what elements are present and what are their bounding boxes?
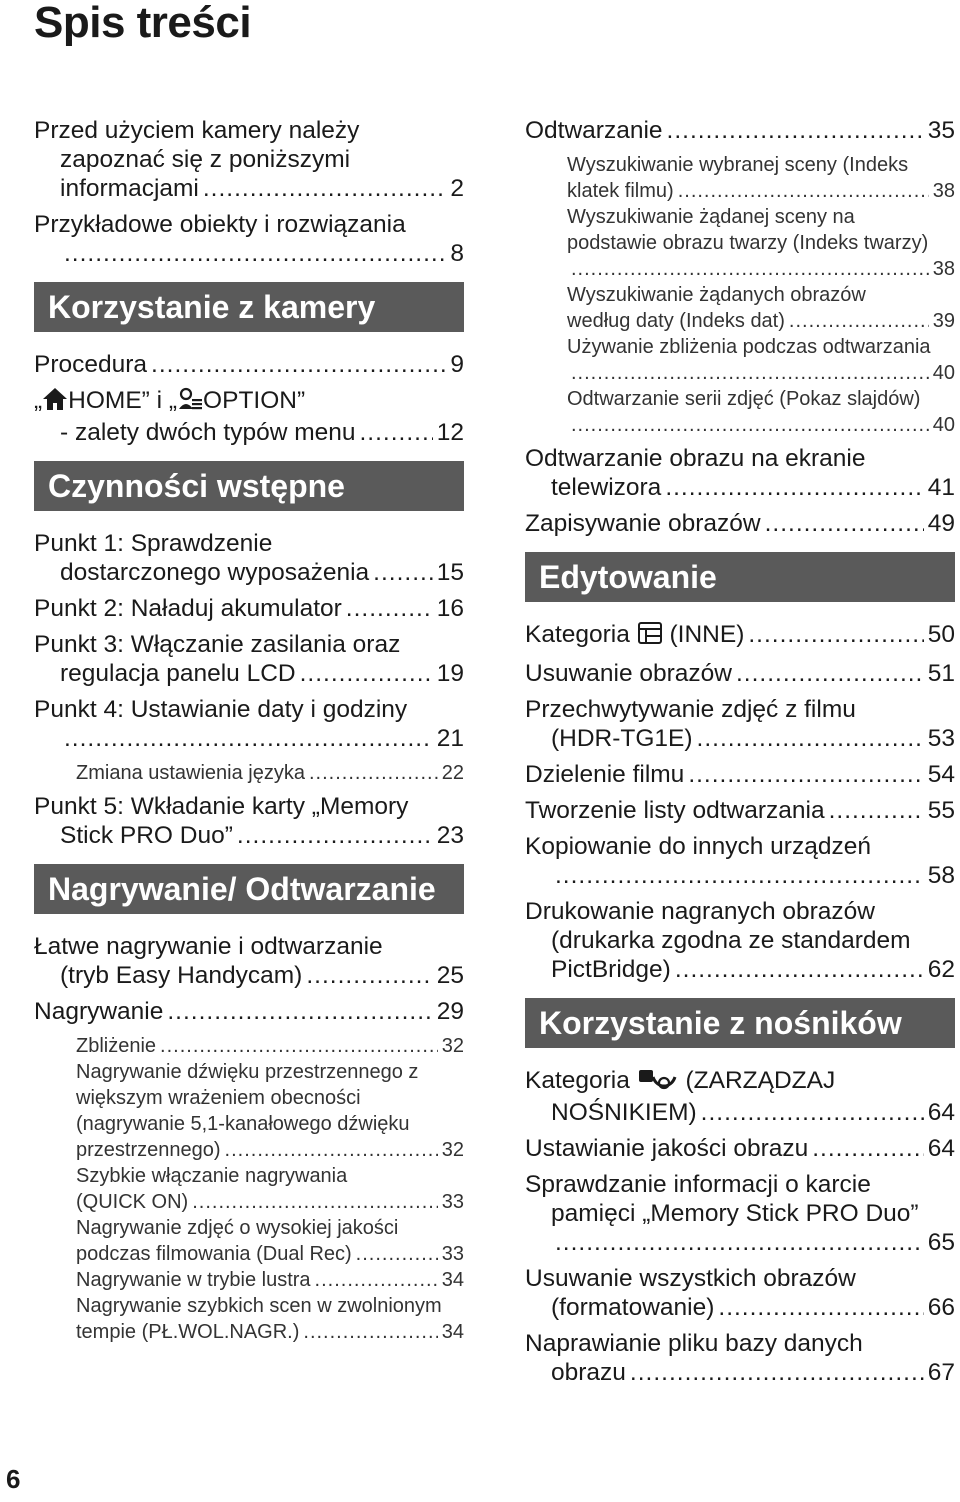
toc-entry[interactable] [34, 594, 464, 623]
entry-text: według daty (Indeks dat) [567, 310, 785, 332]
toc-subentry[interactable] [567, 282, 955, 334]
entry-text: podstawie obrazu twarzy (Indeks twarzy) [567, 232, 929, 254]
entry-text: - zalety dwóch typów menu [60, 419, 356, 446]
page-ref: 23 [436, 822, 464, 849]
page-number: 6 [6, 1464, 21, 1494]
leader-dots [237, 821, 433, 850]
page-ref: 50 [927, 621, 955, 648]
leader-dots [160, 1033, 438, 1059]
toc-entry[interactable] [525, 444, 955, 502]
page-ref: 66 [927, 1294, 955, 1321]
entry-text: Przed użyciem kamery należy [34, 117, 360, 144]
toc-entry[interactable] [34, 792, 464, 850]
leader-dots [812, 1134, 923, 1163]
toc-entry[interactable] [525, 509, 955, 538]
section-heading: Czynności wstępne [34, 461, 464, 511]
entry-text: (drukarka zgodna ze standardem [551, 927, 911, 954]
toc-entry[interactable] [525, 1066, 955, 1127]
entry-text: Drukowanie nagranych obrazów [525, 898, 875, 925]
entry-text: zapoznać się z poniższymi [60, 146, 351, 173]
leader-dots [373, 558, 433, 587]
page-ref: 39 [932, 310, 955, 332]
entry-text: Punkt 5: Wkładanie karty „Memory [34, 793, 409, 820]
page-ref: 49 [927, 510, 955, 537]
entry-text: NOŚNIKIEM) [551, 1099, 697, 1126]
entry-text: informacjami [60, 175, 199, 202]
toc-subentry[interactable] [76, 1033, 464, 1059]
entry-text: Usuwanie wszystkich obrazów [525, 1265, 856, 1292]
leader-dots [306, 961, 432, 990]
entry-text: Nagrywanie dźwięku przestrzennego z [76, 1061, 419, 1083]
toc-left-column [34, 116, 464, 1345]
section-heading: Edytowanie [525, 552, 955, 602]
entry-text: Kopiowanie do innych urządzeń [525, 833, 871, 860]
leader-dots [167, 997, 432, 1026]
entry-text: większym wrażeniem obecności [76, 1087, 361, 1109]
toc-entry[interactable] [34, 210, 464, 268]
toc-entry[interactable] [525, 832, 955, 890]
page-ref: 19 [436, 660, 464, 687]
entry-text: Punkt 4: Ustawianie daty i godziny [34, 696, 408, 723]
leader-dots [630, 1358, 924, 1387]
leader-dots [571, 360, 929, 386]
leader-dots [667, 116, 924, 145]
entry-text: Punkt 3: Włączanie zasilania oraz [34, 631, 401, 658]
toc-subentry[interactable] [567, 386, 955, 438]
entry-text: Stick PRO Duo” [60, 822, 233, 849]
leader-dots [151, 350, 446, 379]
page-ref: 12 [436, 419, 464, 446]
entry-text: Sprawdzanie informacji o karcie [525, 1171, 871, 1198]
leader-dots [736, 659, 924, 688]
entry-text: Nagrywanie [34, 998, 164, 1025]
entry-text: „ HOME” i „ OPTION” [34, 387, 305, 414]
toc-subentry[interactable] [76, 1293, 464, 1345]
entry-text: Szybkie włączanie nagrywania [76, 1165, 348, 1187]
page-ref: 22 [441, 762, 464, 784]
leader-dots [688, 760, 923, 789]
leader-dots [555, 861, 924, 890]
leader-dots [718, 1293, 923, 1322]
page-ref: 55 [927, 797, 955, 824]
page-ref: 41 [927, 474, 955, 501]
leader-dots [64, 239, 446, 268]
toc-subentry[interactable] [76, 1059, 464, 1163]
entry-text: PictBridge) [551, 956, 671, 983]
toc-subentry[interactable] [76, 1267, 464, 1293]
entry-text: (HDR-TG1E) [551, 725, 693, 752]
page-ref: 25 [436, 962, 464, 989]
entry-text: Wyszukiwanie wybranej sceny (Indeks [567, 154, 909, 176]
entry-text: Wyszukiwanie żądanej sceny na [567, 206, 855, 228]
toc-entry[interactable] [34, 997, 464, 1026]
leader-dots [300, 659, 433, 688]
toc-entry[interactable] [525, 1134, 955, 1163]
entry-text: Zmiana ustawienia języka [76, 762, 305, 784]
leader-dots [203, 174, 446, 203]
page-ref: 33 [441, 1191, 464, 1213]
leader-dots [789, 308, 929, 334]
toc-entry[interactable] [525, 620, 955, 652]
leader-dots [571, 256, 929, 282]
page-ref: 53 [927, 725, 955, 752]
page-ref: 64 [927, 1135, 955, 1162]
toc-entry[interactable] [34, 529, 464, 587]
leader-dots [697, 724, 924, 753]
toc-subentry[interactable] [567, 334, 955, 386]
entry-text: (nagrywanie 5,1-kanałowego dźwięku [76, 1113, 410, 1135]
page-ref: 32 [441, 1139, 464, 1161]
page-ref: 38 [932, 258, 955, 280]
page-ref: 51 [927, 660, 955, 687]
entry-text: Nagrywanie szybkich scen w zwolnionym [76, 1295, 442, 1317]
toc-entry[interactable] [525, 1329, 955, 1387]
entry-text: (QUICK ON) [76, 1191, 189, 1213]
toc-subentry[interactable] [76, 1215, 464, 1267]
page-ref: 33 [441, 1243, 464, 1265]
entry-text: Dzielenie filmu [525, 761, 685, 788]
option-icon [177, 387, 203, 418]
leader-dots [356, 1241, 438, 1267]
page-ref: 8 [450, 240, 464, 267]
page-ref: 58 [927, 862, 955, 889]
toc-subentry[interactable] [567, 204, 955, 282]
entry-text: Tworzenie listy odtwarzania [525, 797, 825, 824]
page-ref: 40 [932, 414, 955, 436]
entry-text: Przechwytywanie zdjęć z filmu [525, 696, 856, 723]
page-ref: 34 [441, 1269, 464, 1291]
page-ref: 67 [927, 1359, 955, 1386]
page-ref: 65 [927, 1229, 955, 1256]
entry-text: Odtwarzanie [525, 117, 663, 144]
entry-text: Łatwe nagrywanie i odtwarzanie [34, 933, 383, 960]
leader-dots [225, 1137, 438, 1163]
entry-text: Używanie zbliżenia podczas odtwarzania [567, 336, 931, 358]
leader-dots [346, 594, 433, 623]
entry-text: klatek filmu) [567, 180, 674, 202]
entry-text: podczas filmowania (Dual Rec) [76, 1243, 352, 1265]
leader-dots [765, 509, 924, 538]
entry-text: przestrzennego) [76, 1139, 221, 1161]
leader-dots [192, 1189, 438, 1215]
entry-text: Usuwanie obrazów [525, 660, 732, 687]
toc-entry[interactable] [525, 760, 955, 789]
page-ref: 35 [927, 117, 955, 144]
entry-text: (tryb Easy Handycam) [60, 962, 303, 989]
entry-text: Wyszukiwanie żądanych obrazów [567, 284, 866, 306]
leader-dots [315, 1267, 438, 1293]
entry-text: Naprawianie pliku bazy danych [525, 1330, 863, 1357]
leader-dots [701, 1098, 924, 1127]
entry-text: Ustawianie jakości obrazu [525, 1135, 809, 1162]
toc-right-column [525, 116, 955, 1394]
page-ref: 32 [441, 1035, 464, 1057]
entry-text: Odtwarzanie obrazu na ekranie [525, 445, 866, 472]
section-heading: Nagrywanie/ Odtwarzanie [34, 864, 464, 914]
leader-dots [665, 473, 923, 502]
page-ref: 2 [450, 175, 464, 202]
toc-entry[interactable] [525, 659, 955, 688]
entry-text: pamięci „Memory Stick PRO Duo” [551, 1200, 919, 1227]
manage-media-icon [637, 1067, 679, 1098]
toc-subentry[interactable] [567, 152, 955, 204]
entry-text: Procedura [34, 351, 148, 378]
toc-entry[interactable] [525, 695, 955, 753]
page-ref: 15 [436, 559, 464, 586]
entry-text: telewizora [551, 474, 662, 501]
entry-text: Zbliżenie [76, 1035, 157, 1057]
entry-text: Nagrywanie w trybie lustra [76, 1269, 311, 1291]
leader-dots [555, 1228, 924, 1257]
entry-text: Punkt 1: Sprawdzenie [34, 530, 273, 557]
entry-text: Punkt 2: Naładuj akumulator [34, 595, 342, 622]
entry-text: tempie (PŁ.WOL.NAGR.) [76, 1321, 300, 1343]
toc-subentry[interactable] [76, 760, 464, 786]
entry-text: Kategoria (ZARZĄDZAJ [525, 1067, 835, 1094]
entry-text: Nagrywanie zdjęć o wysokiej jakości [76, 1217, 399, 1239]
leader-dots [829, 796, 924, 825]
entry-text: Odtwarzanie serii zdjęć (Pokaz slajdów) [567, 388, 921, 410]
leader-dots [678, 178, 929, 204]
leader-dots [571, 412, 929, 438]
leader-dots [309, 760, 438, 786]
toc-entry[interactable] [525, 1170, 955, 1257]
toc-entry[interactable] [34, 932, 464, 990]
entry-text: regulacja panelu LCD [60, 660, 296, 687]
section-heading: Korzystanie z nośników [525, 998, 955, 1048]
entry-text: dostarczonego wyposażenia [60, 559, 370, 586]
page-ref: 40 [932, 362, 955, 384]
other-category-icon [637, 621, 663, 652]
entry-text: Przykładowe obiekty i rozwiązania [34, 211, 406, 238]
leader-dots [64, 724, 433, 753]
toc-entry[interactable] [34, 116, 464, 203]
page-ref: 64 [927, 1099, 955, 1126]
entry-text: Zapisywanie obrazów [525, 510, 761, 537]
toc-entry[interactable] [34, 350, 464, 379]
toc-entry[interactable] [525, 116, 955, 145]
page-ref: 29 [436, 998, 464, 1025]
page-title: Spis treści [34, 0, 252, 47]
home-icon [42, 387, 68, 418]
toc-entry[interactable] [34, 386, 464, 447]
page-ref: 54 [927, 761, 955, 788]
page-ref: 34 [441, 1321, 464, 1343]
entry-text: Kategoria (INNE) [525, 620, 744, 652]
toc-entry[interactable] [525, 1264, 955, 1322]
toc-entry[interactable] [525, 897, 955, 984]
toc-entry[interactable] [34, 695, 464, 753]
toc-subentry[interactable] [76, 1163, 464, 1215]
page-ref: 21 [436, 725, 464, 752]
page-ref: 16 [436, 595, 464, 622]
leader-dots [303, 1319, 437, 1345]
entry-text: (formatowanie) [551, 1294, 715, 1321]
section-heading: Korzystanie z kamery [34, 282, 464, 332]
leader-dots [360, 418, 433, 447]
entry-text: obrazu [551, 1359, 626, 1386]
page-ref: 62 [927, 956, 955, 983]
leader-dots [748, 620, 923, 649]
page-ref: 38 [932, 180, 955, 202]
leader-dots [675, 955, 924, 984]
toc-entry[interactable] [34, 630, 464, 688]
toc-entry[interactable] [525, 796, 955, 825]
page-ref: 9 [450, 351, 464, 378]
